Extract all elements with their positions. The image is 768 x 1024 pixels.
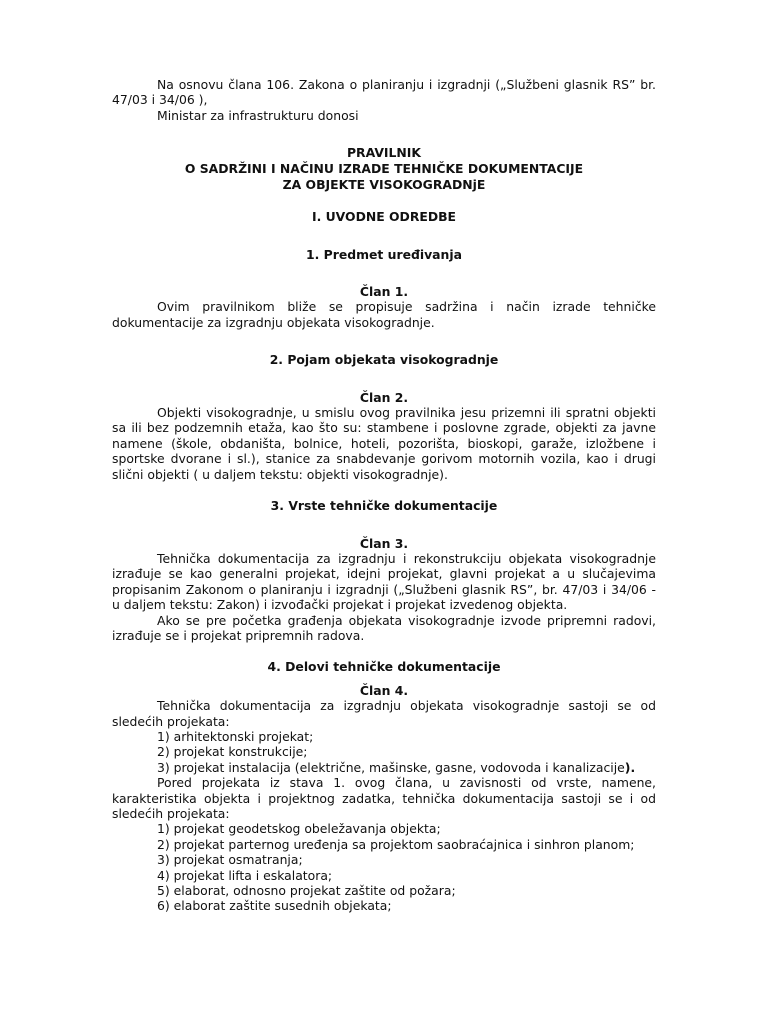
title-line-3: ZA OBJEKTE VISOKOGRADNjE [282,177,486,193]
article-heading: Član 3. [359,535,409,551]
project-list-secondary [112,821,656,913]
article-heading: Član 4. [359,682,409,698]
intro-legal-basis: Na osnovu člana 106. Zakona o planiranju i izgradnji („Službeni glasnik RS” br. 47/03 i 34/06 ), [112,77,656,108]
list-item: 4) projekat lifta i eskalatora; [157,867,333,883]
list-item: 3) projekat osmatranja; [157,852,303,868]
article-text: Ovim pravilnikom bliže se propisuje sadržina i način izrade tehničke dokumentacije za izgradnju objekata visokogradnje. [112,299,656,330]
document-body [112,77,656,914]
document-title [112,145,656,193]
section-heading: 4. Delovi tehničke dokumentacije [267,659,501,675]
list-item: 6) elaborat zaštite susednih objekata; [157,898,392,914]
list-item: 2) projekat konstrukcije; [157,744,308,760]
part-heading: I. UVODNE ODREDBE [311,209,457,225]
intro-issuer: Ministar za infrastrukturu donosi [157,107,359,123]
section-heading: 2. Pojam objekata visokogradnje [269,352,499,368]
article-heading: Član 1. [359,284,409,300]
list-item: 1) projekat geodetskog obeležavanja objekta; [157,821,441,837]
section-heading: 3. Vrste tehničke dokumentacije [270,498,498,514]
article-heading: Član 2. [359,389,409,405]
list-item: 2) projekat parternog uređenja sa projektom saobraćajnica i sinhron planom; [157,836,635,852]
list-item: 1) arhitektonski projekat; [157,728,314,744]
article-text: Objekti visokogradnje, u smislu ovog pravilnika jesu prizemni ili spratni objekti sa ili bez podzemnih etaža, kao što su: stambene i poslovne zgrade, objekti za javne namene (škole, obdaništa, bolnice, hoteli, pozorišta, bioskopi, garaže, izložbene i sportske dvorane i sl.), stanice za snabdevanje gorivom motornih vozila, kao i drugi slični objekti ( u daljem tekstu: objekti visokogradnje). [112,405,656,482]
article-text: Pored projekata iz stava 1. ovog člana, u zavisnosti od vrste, namene, karakteristika objekta i projektnog zadatka, tehnička dokumentacija sastoji se i od sledećih projekata: [112,775,656,821]
article-text: Tehnička dokumentacija za izgradnju objekata visokogradnje sastoji se od sledećih projekata: [112,698,656,729]
list-item-closing: ). [624,759,636,775]
title-line-1: PRAVILNIK [346,145,422,161]
article-text: Ako se pre početka građenja objekata visokogradnje izvode pripremni radovi, izrađuje se i projekat pripremnih radova. [112,612,656,643]
list-item [112,760,656,775]
list-item-text: 3) projekat instalacija (električne, mašinske, gasne, vodovoda i kanalizacije [157,759,625,775]
section-heading: 1. Predmet uređivanja [306,246,462,262]
title-line-2: O SADRŽINI I NAČINU IZRADE TEHNIČKE DOKUMENTACIJE [184,161,584,177]
list-item: 5) elaborat, odnosno projekat zaštite od požara; [157,883,456,899]
article-text: Tehnička dokumentacija za izgradnju i rekonstrukciju objekata visokogradnje izrađuje se kao generalni projekat, idejni projekat, glavni projekat a u slučajevima propisanim Zakonom o planiranju i izgradnji („Službeni glasnik RS”, br. 47/03 i 34/06 - u daljem tekstu: Zakon) i izvođački projekat i projekat izvedenog objekta. [112,550,656,613]
project-list-primary [112,729,656,775]
